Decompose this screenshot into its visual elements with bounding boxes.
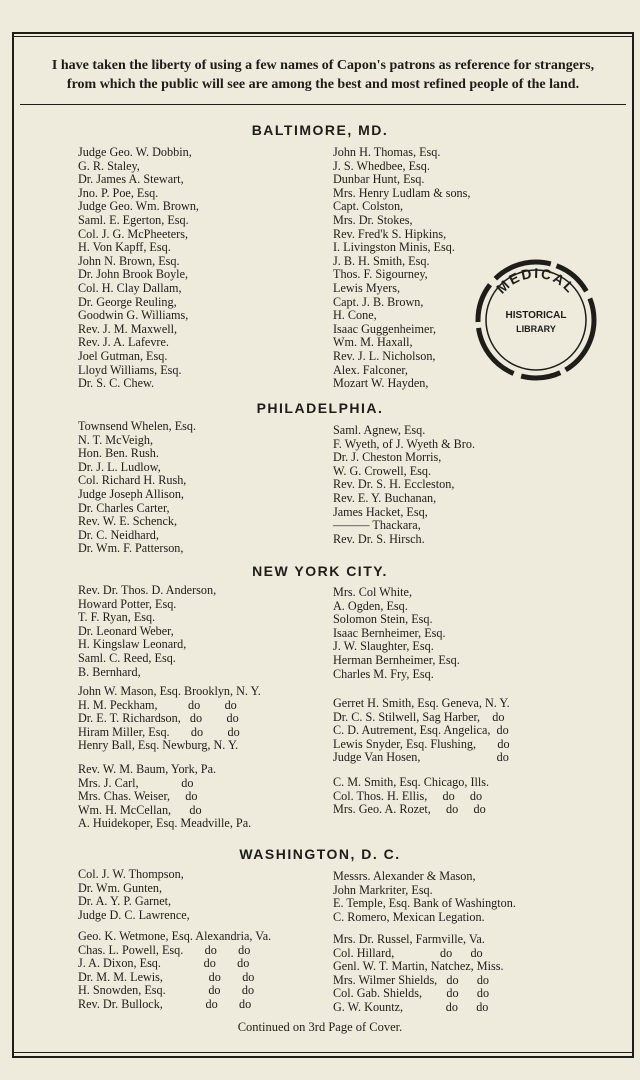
washington-right-column-2: Mrs. Dr. Russel, Farmville, Va. Col. Hillard, do do Genl. W. T. Martin, Natchez, Miss. Mrs. Wilmer Shields, do do Col. Gab. Shields, do do G. W. Kountz, do do <box>333 932 504 1014</box>
section-title-philadelphia: PHILADELPHIA. <box>256 400 384 416</box>
washington-right-column-1: Messrs. Alexander & Mason, John Markriter, Esq. E. Temple, Esq. Bank of Washington. C. Romero, Mexican Legation. <box>333 869 516 924</box>
new-york-left-column-3: Rev. W. M. Baum, York, Pa. Mrs. J. Carl, do Mrs. Chas. Weiser, do Wm. H. McCellan, do A. Huidekoper, Esq. Meadville, Pa. <box>78 762 252 831</box>
header-line-2: from which the public will see are among the best and most refined people of the land. <box>66 77 580 92</box>
top-border <box>14 32 632 34</box>
library-stamp-icon <box>472 256 600 384</box>
stamp-middle-text: HISTORICAL <box>505 310 567 321</box>
right-border <box>632 32 634 1058</box>
section-title-washington: WASHINGTON, D. C. <box>239 846 401 862</box>
new-york-left-column-2: John W. Mason, Esq. Brooklyn, N. Y. H. M. Peckham, do do Dr. E. T. Richardson, do do Hiram Miller, Esq. do do Henry Ball, Esq. Newburg, N. Y. <box>78 684 261 753</box>
new-york-right-column-3: C. M. Smith, Esq. Chicago, Ills. Col. Thos. H. Ellis, do do Mrs. Geo. A. Rozet, do do <box>333 775 490 817</box>
new-york-right-column-1: Mrs. Col White, A. Ogden, Esq. Solomon Stein, Esq. Isaac Bernheimer, Esq. J. W. Slaughter, Esq. Herman Bernheimer, Esq. Charles M. Fry, Esq. <box>333 585 460 681</box>
philadelphia-right-column: Saml. Agnew, Esq. F. Wyeth, of J. Wyeth & Bro. Dr. J. Cheston Morris, W. G. Crowell, Esq. Rev. Dr. S. H. Eccleston, Rev. E. Y. Buchanan, James Hacket, Esq, ——— Thackara, Rev. Dr. S. Hirsch. <box>333 423 475 546</box>
section-title-baltimore: BALTIMORE, MD. <box>251 122 389 138</box>
footer-continued-note: Continued on 3rd Page of Cover. <box>237 1020 403 1034</box>
left-border <box>12 32 14 1058</box>
stamp-bottom-text: LIBRARY <box>516 324 556 334</box>
new-york-right-column-2: Gerret H. Smith, Esq. Geneva, N. Y. Dr. C. S. Stilwell, Sag Harber, do C. D. Autrement, Esq. Angelica, do Lewis Snyder, Esq. Flushing, do Judge Van Hosen, do <box>333 696 510 765</box>
stamp-top-text: MEDICAL <box>492 264 580 297</box>
top-border-inner <box>14 36 632 37</box>
washington-left-column-1: Col. J. W. Thompson, Dr. Wm. Gunten, Dr. A. Y. P. Garnet, Judge D. C. Lawrence, <box>78 867 190 922</box>
new-york-left-column-1: Rev. Dr. Thos. D. Anderson, Howard Potter, Esq. T. F. Ryan, Esq. Dr. Leonard Weber, H. Kingslaw Leonard, Saml. C. Reed, Esq. B. Bernhard, <box>78 583 217 679</box>
header-line-1: I have taken the liberty of using a few names of Capon's patrons as reference for strangers, <box>51 58 595 73</box>
bottom-border <box>12 1056 634 1058</box>
philadelphia-left-column: Townsend Whelen, Esq. N. T. McVeigh, Hon. Ben. Rush. Dr. J. L. Ludlow, Col. Richard H. Rush, Judge Joseph Allison, Dr. Charles Carter, Rev. W. E. Schenck, Dr. C. Neidhard, Dr. Wm. F. Patterson, <box>78 419 197 556</box>
header-divider <box>20 104 626 105</box>
baltimore-right-column: John H. Thomas, Esq. J. S. Whedbee, Esq. Dunbar Hunt, Esq. Mrs. Henry Ludlam & sons, Capt. Colston, Mrs. Dr. Stokes, Rev. Fred'k S. Hipkins, I. Livingston Minis, Esq. J. B. H. Smith, Esq. Thos. F. Sigourney, Lewis Myers, Capt. J. B. Brown, H. Cone, Isaac Guggenheimer, Wm. M. Haxall, Rev. J. L. Nicholson, Alex. Falconer, Mozart W. Hayden, <box>333 145 471 391</box>
washington-left-column-2: Geo. K. Wetmone, Esq. Alexandria, Va. Chas. L. Powell, Esq. do do J. A. Dixon, Esq. do do Dr. M. M. Lewis, do do H. Snowden, Esq. do do Rev. Dr. Bullock, do do <box>78 929 272 1011</box>
header-notice <box>20 56 626 94</box>
bottom-border-inner <box>12 1052 634 1053</box>
section-title-new-york: NEW YORK CITY. <box>252 563 388 579</box>
baltimore-left-column: Judge Geo. W. Dobbin, G. R. Staley, Dr. James A. Stewart, Jno. P. Poe, Esq. Judge Geo. Wm. Brown, Saml. E. Egerton, Esq. Col. J. G. McPheeters, H. Von Kapff, Esq. John N. Brown, Esq. Dr. John Brook Boyle, Col. H. Clay Dallam, Dr. George Reuling, Goodwin G. Williams, Rev. J. M. Maxwell, Rev. J. A. Lafevre. Joel Gutman, Esq. Lloyd Williams, Esq. Dr. S. C. Chew. <box>78 145 199 391</box>
